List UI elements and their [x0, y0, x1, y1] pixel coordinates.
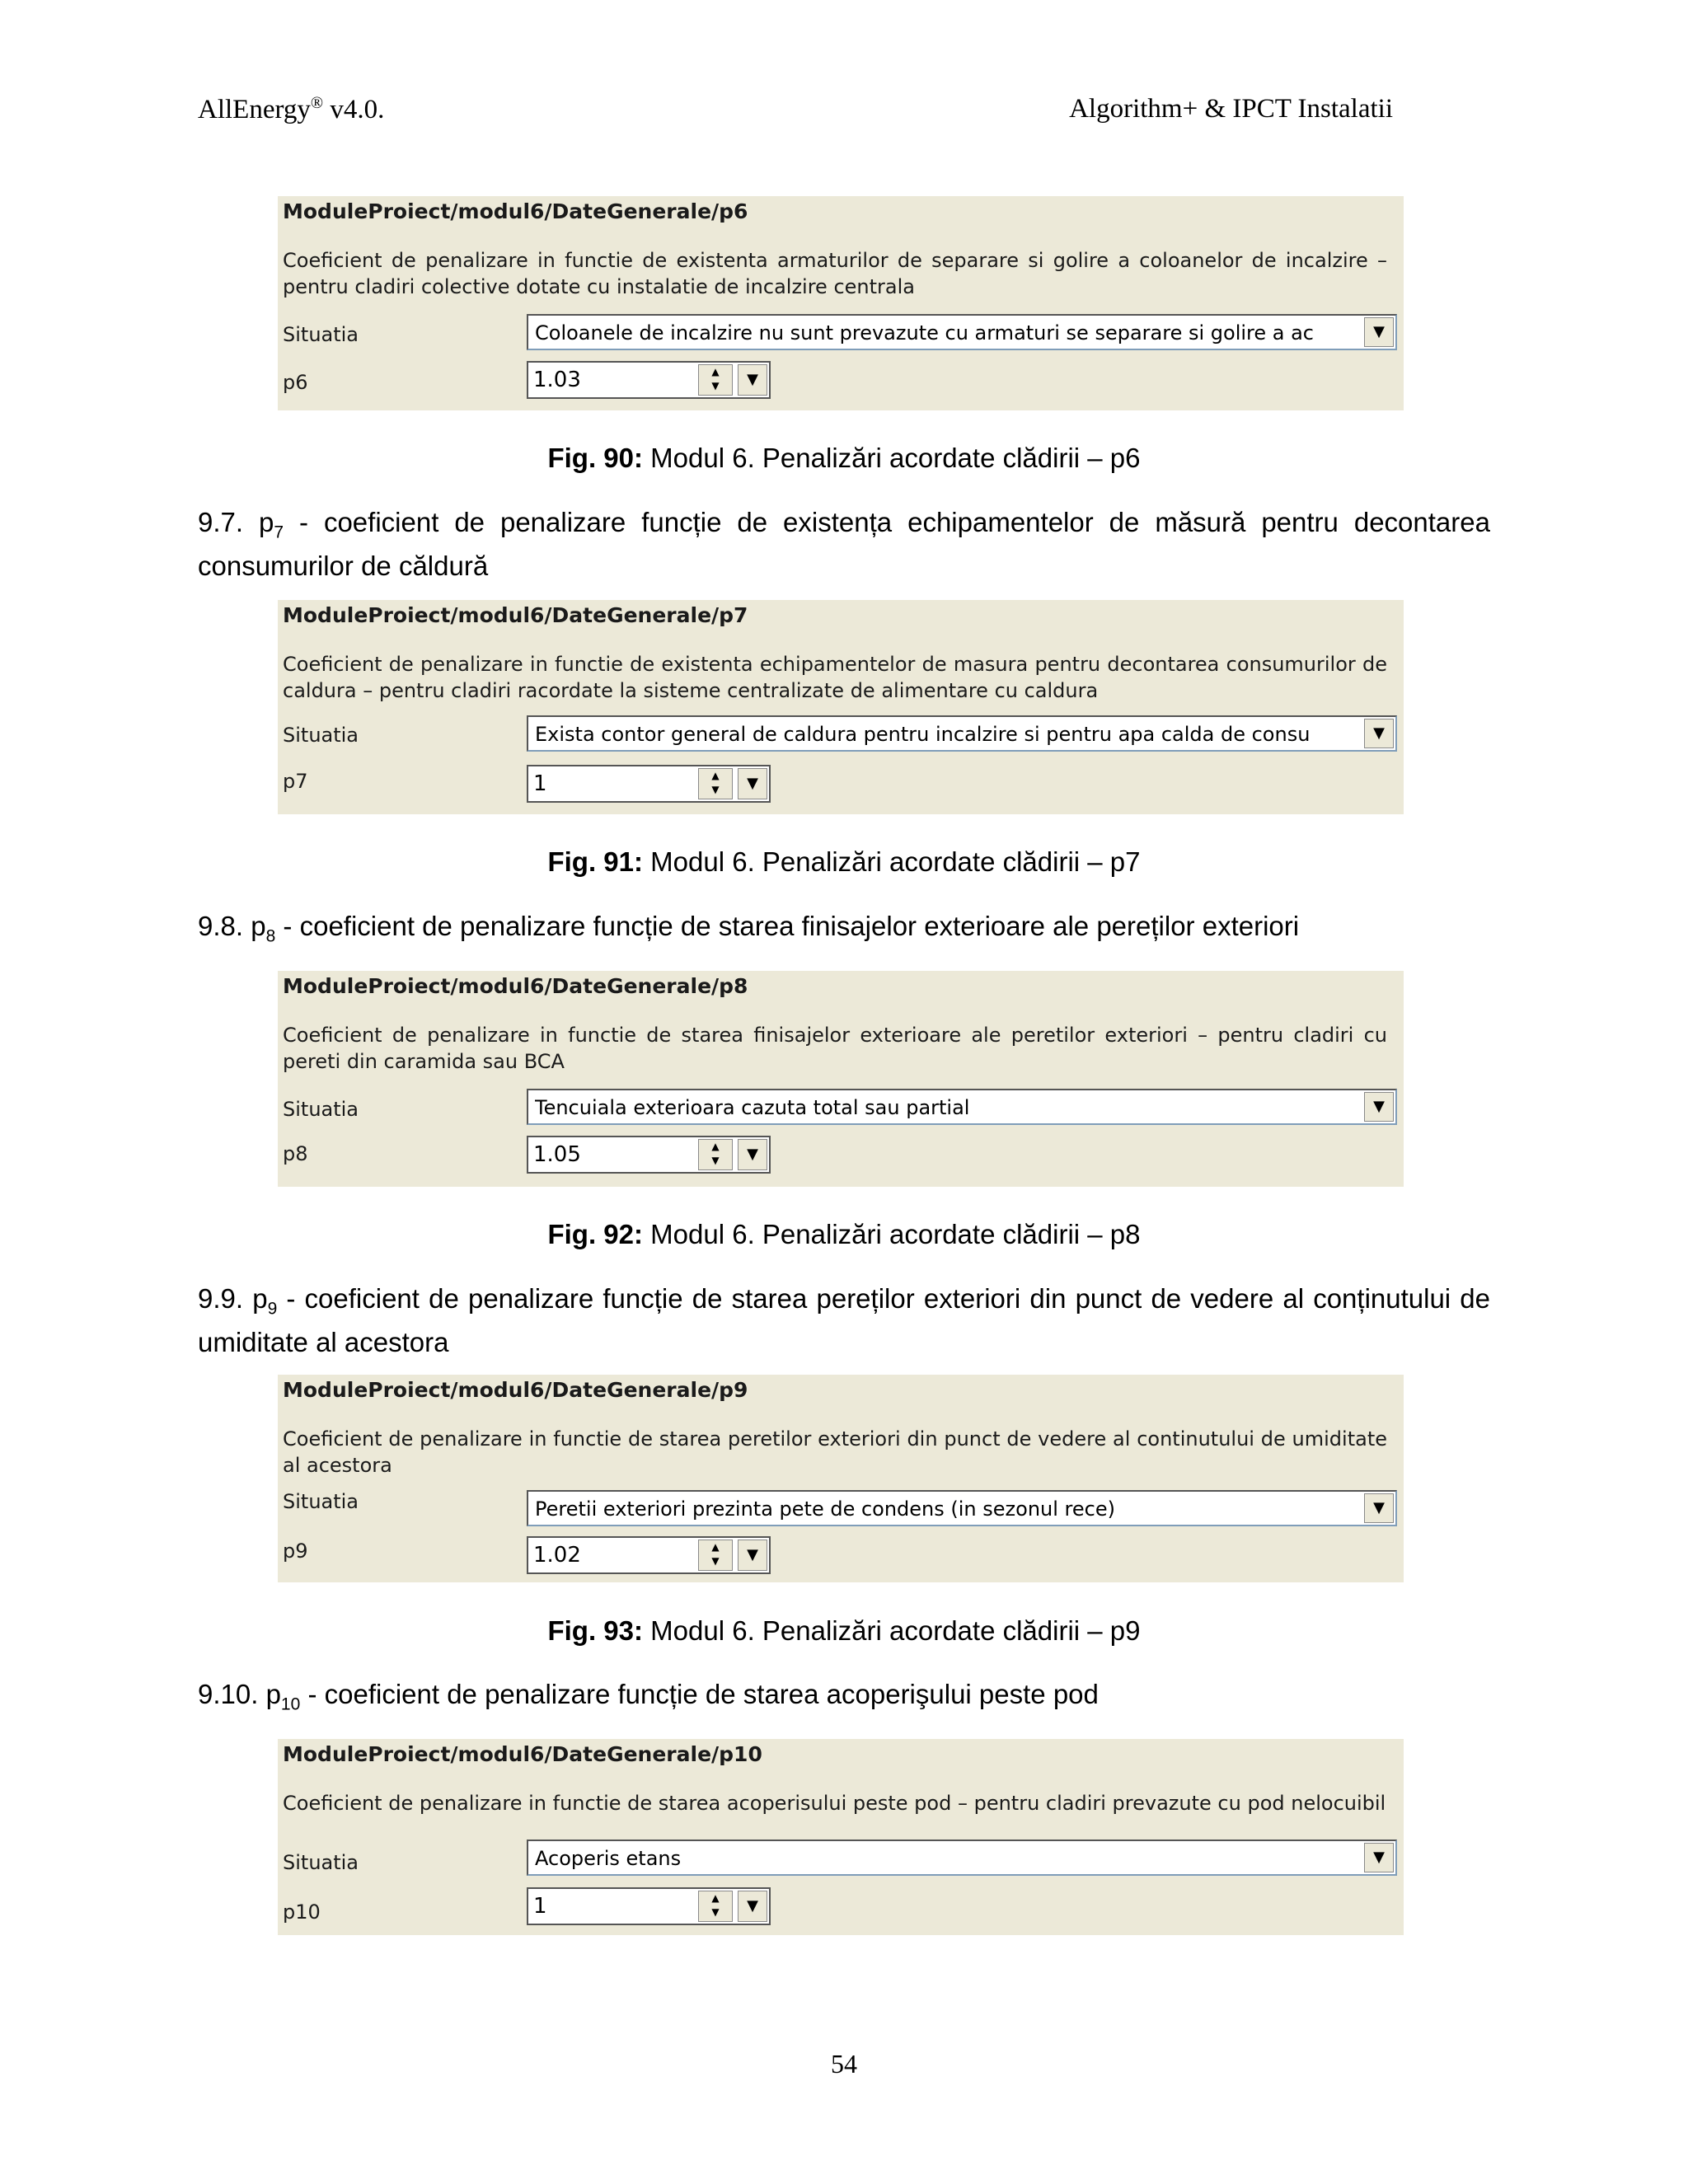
param-label: p7 — [283, 770, 308, 793]
param-label: p9 — [283, 1540, 308, 1563]
param-spinner[interactable] — [527, 1536, 771, 1574]
figure-caption: Fig. 90: Modul 6. Penalizări acordate clădirii – p6 — [547, 443, 1141, 473]
param-spinner[interactable] — [527, 1136, 771, 1174]
situatia-value: Tencuiala exterioara cazuta total sau partial — [535, 1096, 970, 1119]
panel-p8 — [278, 971, 1404, 1187]
situatia-label: Situatia — [283, 724, 359, 747]
situatia-label: Situatia — [283, 1851, 359, 1874]
dropdown-arrow-icon[interactable]: ▼ — [1364, 1493, 1394, 1523]
section-heading: 9.9. $p_9$ - coeficient de penalizare funcție de starea pereților exteriori din punct de vedere al conținutului de umiditate al acestora — [198, 1283, 1490, 1357]
spinner-up-down-icon[interactable]: ▲ ▼ — [698, 768, 733, 799]
figure-caption: Fig. 92: Modul 6. Penalizări acordate clădirii – p8 — [547, 1219, 1141, 1249]
param-label: p8 — [283, 1142, 308, 1165]
dropdown-arrow-icon[interactable]: ▼ — [1364, 317, 1394, 347]
panel-p10 — [278, 1739, 1404, 1935]
panel-description: Coeficient de penalizare in functie de existenta echipamentelor de masura pentru decontarea consumurilor de caldura – pentru cladiri racordate la sisteme centralizate de alimentare cu caldura — [283, 653, 1387, 702]
figure-caption: Fig. 91: Modul 6. Penalizări acordate clădirii – p7 — [547, 846, 1141, 877]
situatia-dropdown[interactable] — [527, 715, 1397, 752]
dropdown-arrow-icon[interactable]: ▼ — [738, 768, 767, 799]
dropdown-arrow-icon[interactable]: ▼ — [1364, 719, 1394, 748]
param-value[interactable]: 1.02 — [533, 1543, 581, 1568]
param-value[interactable]: 1.05 — [533, 1142, 581, 1167]
panel-description: Coeficient de penalizare in functie de starea acoperisului peste pod – pentru cladiri prevazute cu pod nelocuibil — [283, 1792, 1386, 1815]
section-heading: 9.10. $p_{10}$ - coeficient de penalizare funcție de starea acoperişului peste pod — [198, 1679, 1099, 1714]
panel-p9 — [278, 1375, 1404, 1582]
param-label: p10 — [283, 1900, 321, 1924]
dropdown-arrow-icon[interactable]: ▼ — [738, 1891, 767, 1922]
dropdown-arrow-icon[interactable]: ▼ — [1364, 1843, 1394, 1872]
spinner-up-down-icon[interactable]: ▲ ▼ — [698, 1540, 733, 1571]
spinner-up-down-icon[interactable]: ▲ ▼ — [698, 1891, 733, 1922]
situatia-value: Acoperis etans — [535, 1847, 682, 1870]
panel-description: Coeficient de penalizare in functie de existenta armaturilor de separare si golire a coloanelor de incalzire – pentru cladiri colective dotate cu instalatie de incalzire centrala — [283, 249, 1387, 298]
spinner-up-down-icon[interactable]: ▲ ▼ — [698, 364, 733, 396]
situatia-value: Peretii exteriori prezinta pete de condens (in sezonul rece) — [535, 1497, 1115, 1521]
spinner-up-down-icon[interactable]: ▲ ▼ — [698, 1139, 733, 1170]
situatia-label: Situatia — [283, 1098, 359, 1121]
param-spinner[interactable] — [527, 765, 771, 803]
section-heading: 9.7. $p_7$ - coeficient de penalizare funcție de existența echipamentelor de măsură pentru decontarea consumurilor de căldură — [198, 507, 1490, 581]
page-header — [198, 94, 1393, 135]
situatia-value: Coloanele de incalzire nu sunt prevazute cu armaturi se separare si golire a ac — [535, 321, 1314, 344]
panel-title: ModuleProiect/modul6/DateGenerale/p8 — [283, 974, 748, 998]
situatia-dropdown[interactable] — [527, 1490, 1397, 1526]
param-value[interactable]: 1 — [533, 1894, 547, 1919]
panel-p6 — [278, 196, 1404, 410]
section-heading: 9.8. $p_8$ - coeficient de penalizare funcție de starea finisajelor exterioare ale pereților exteriori — [198, 911, 1300, 946]
panel-description: Coeficient de penalizare in functie de starea peretilor exteriori din punct de vedere al continutului de umiditate al acestora — [283, 1427, 1387, 1477]
page-number: 54 — [831, 2049, 857, 2079]
panel-title: ModuleProiect/modul6/DateGenerale/p10 — [283, 1742, 762, 1766]
panel-title: ModuleProiect/modul6/DateGenerale/p6 — [283, 199, 748, 223]
panel-title: ModuleProiect/modul6/DateGenerale/p9 — [283, 1378, 748, 1402]
situatia-value: Exista contor general de caldura pentru incalzire si pentru apa calda de consu — [535, 723, 1311, 746]
param-value[interactable]: 1 — [533, 771, 547, 796]
header-product: AllEnergy® v4.0. — [198, 94, 385, 124]
panel-description: Coeficient de penalizare in functie de starea finisajelor exterioare ale peretilor exteriori – pentru cladiri cu pereti din caramida sau BCA — [283, 1024, 1387, 1073]
header-company: Algorithm+ & IPCT Instalatii — [1069, 94, 1393, 124]
param-spinner[interactable] — [527, 1887, 771, 1925]
panel-title: ModuleProiect/modul6/DateGenerale/p7 — [283, 603, 748, 627]
dropdown-arrow-icon[interactable]: ▼ — [738, 1540, 767, 1571]
figure-caption: Fig. 93: Modul 6. Penalizări acordate clădirii – p9 — [547, 1615, 1141, 1646]
dropdown-arrow-icon[interactable]: ▼ — [738, 364, 767, 396]
situatia-label: Situatia — [283, 1490, 359, 1513]
param-spinner[interactable] — [527, 361, 771, 399]
param-label: p6 — [283, 371, 308, 394]
dropdown-arrow-icon[interactable]: ▼ — [738, 1139, 767, 1170]
param-value[interactable]: 1.03 — [533, 368, 581, 392]
panel-p7 — [278, 600, 1404, 814]
dropdown-arrow-icon[interactable]: ▼ — [1364, 1092, 1394, 1122]
situatia-dropdown[interactable] — [527, 1840, 1397, 1876]
situatia-dropdown[interactable] — [527, 314, 1397, 350]
situatia-dropdown[interactable] — [527, 1089, 1397, 1125]
situatia-label: Situatia — [283, 323, 359, 346]
